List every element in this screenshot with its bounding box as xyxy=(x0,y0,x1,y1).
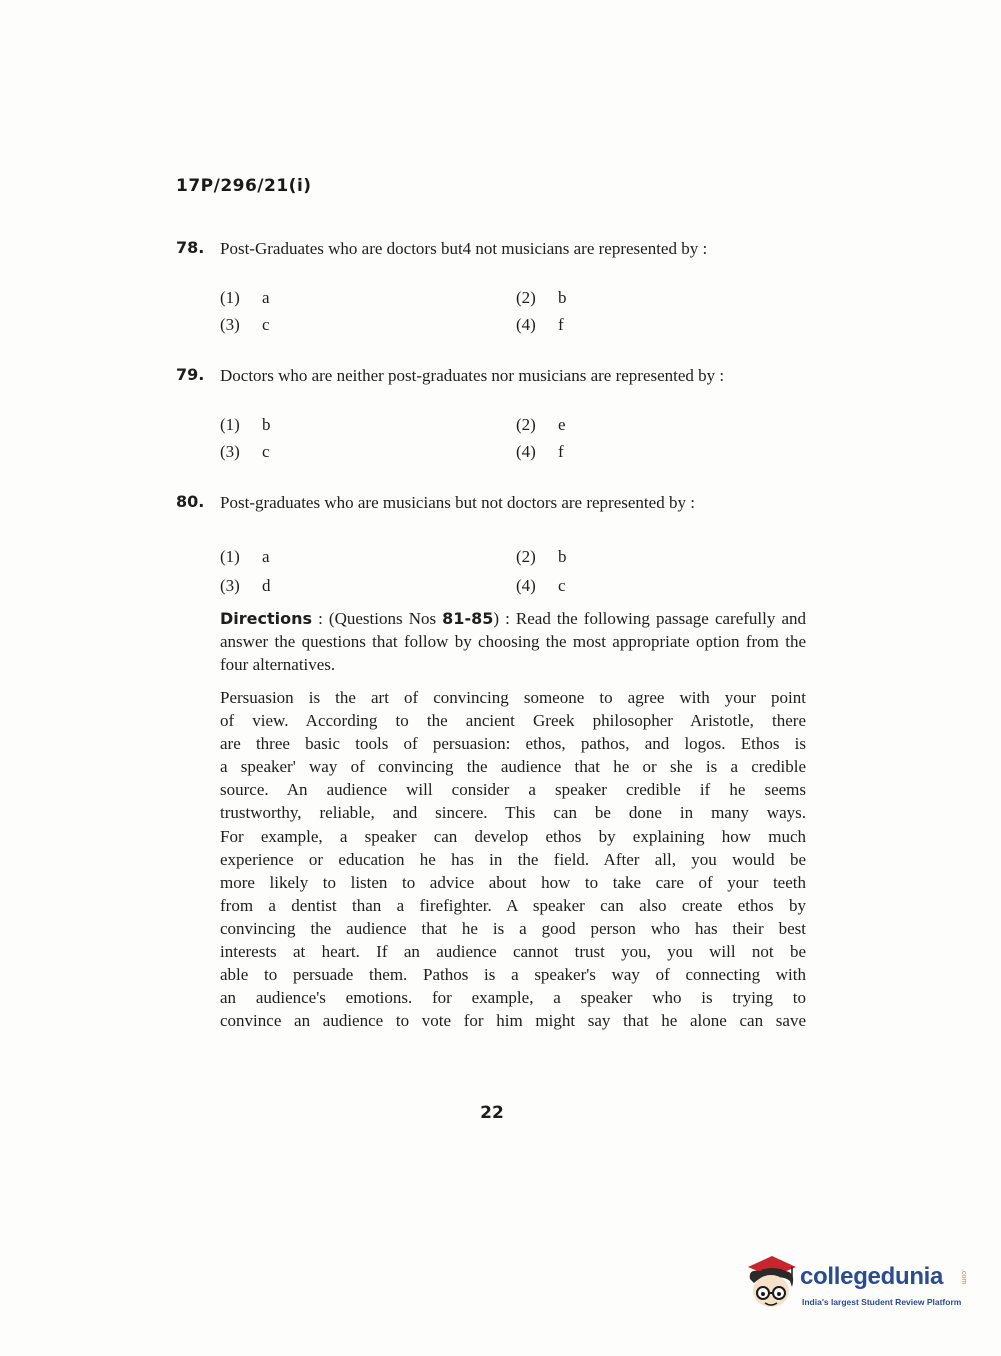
option-3: (3) d xyxy=(220,576,271,595)
question-number: 78. xyxy=(176,238,205,257)
logo-suffix: .com xyxy=(960,1269,967,1285)
passage-line: For example, a speaker can develop ethos by explaining how much xyxy=(220,826,806,846)
option-4: (4) f xyxy=(516,442,564,461)
logo-tagline: India's largest Student Review Platform xyxy=(802,1297,962,1307)
option-1: (1) a xyxy=(220,288,270,307)
passage-line: interests at heart. If an audience cannot trust you, you will not be xyxy=(220,942,806,962)
option-2: (2) e xyxy=(516,415,566,434)
question-number: 80. xyxy=(176,492,205,511)
passage-line: a speaker' way of convincing the audience that he or she is a credible xyxy=(220,757,806,777)
question-number: 79. xyxy=(176,365,205,384)
directions-separator: : (Questions Nos xyxy=(312,609,443,628)
directions-label: Directions xyxy=(220,609,313,628)
passage-line: more likely to listen to advice about how to take care of your teeth xyxy=(220,872,806,892)
reading-passage xyxy=(220,686,806,1032)
directions-block xyxy=(220,607,806,676)
question-79 xyxy=(176,364,806,464)
passage-line: are three basic tools of persuasion: ethos, pathos, and logos. Ethos is xyxy=(220,734,806,754)
question-80 xyxy=(176,491,806,596)
passage-line: Persuasion is the art of convincing someone to agree with your point xyxy=(220,688,806,707)
document-code: 17P/296/21(i) xyxy=(176,176,312,196)
passage-line: convincing the audience that he is a good person who has their best xyxy=(220,918,806,938)
option-1: (1) b xyxy=(220,415,271,434)
directions-text: ) : Read the following passage carefully and answer the questions that follow by choosing the most appropriate option from the four alternatives. xyxy=(220,609,806,674)
option-3: (3) c xyxy=(220,315,270,334)
passage-line: an audience's emotions. for example, a speaker who is trying to xyxy=(220,988,806,1008)
logo-wordmark: collegedunia xyxy=(800,1263,944,1290)
passage-line: from a dentist than a firefighter. A speaker can also create ethos by xyxy=(220,895,806,915)
passage-line: of view. According to the ancient Greek philosopher Aristotle, there xyxy=(220,711,806,731)
passage-line: experience or education he has in the field. After all, you would be xyxy=(220,849,806,869)
question-text: Post-graduates who are musicians but not doctors are represented by : xyxy=(220,493,695,512)
passage-line: source. An audience will consider a speaker credible if he seems xyxy=(220,780,806,800)
question-text: Doctors who are neither post-graduates nor musicians are represented by : xyxy=(220,366,725,385)
option-4: (4) c xyxy=(516,576,566,595)
collegedunia-mascot-icon xyxy=(742,1253,800,1315)
passage-line: convince an audience to vote for him might say that he alone can save xyxy=(220,1011,806,1031)
option-1: (1) a xyxy=(220,547,270,566)
page-number: 22 xyxy=(480,1103,504,1123)
option-4: (4) f xyxy=(516,315,564,334)
question-text: Post-Graduates who are doctors but4 not musicians are represented by : xyxy=(220,239,708,258)
option-2: (2) b xyxy=(516,547,567,566)
collegedunia-logo xyxy=(742,1253,972,1315)
directions-range: 81-85 xyxy=(442,609,494,628)
option-2: (2) b xyxy=(516,288,567,307)
option-3: (3) c xyxy=(220,442,270,461)
passage-line: able to persuade them. Pathos is a speaker's way of connecting with xyxy=(220,965,806,985)
question-78 xyxy=(176,237,806,337)
passage-line: trustworthy, reliable, and sincere. This can be done in many ways. xyxy=(220,803,806,823)
